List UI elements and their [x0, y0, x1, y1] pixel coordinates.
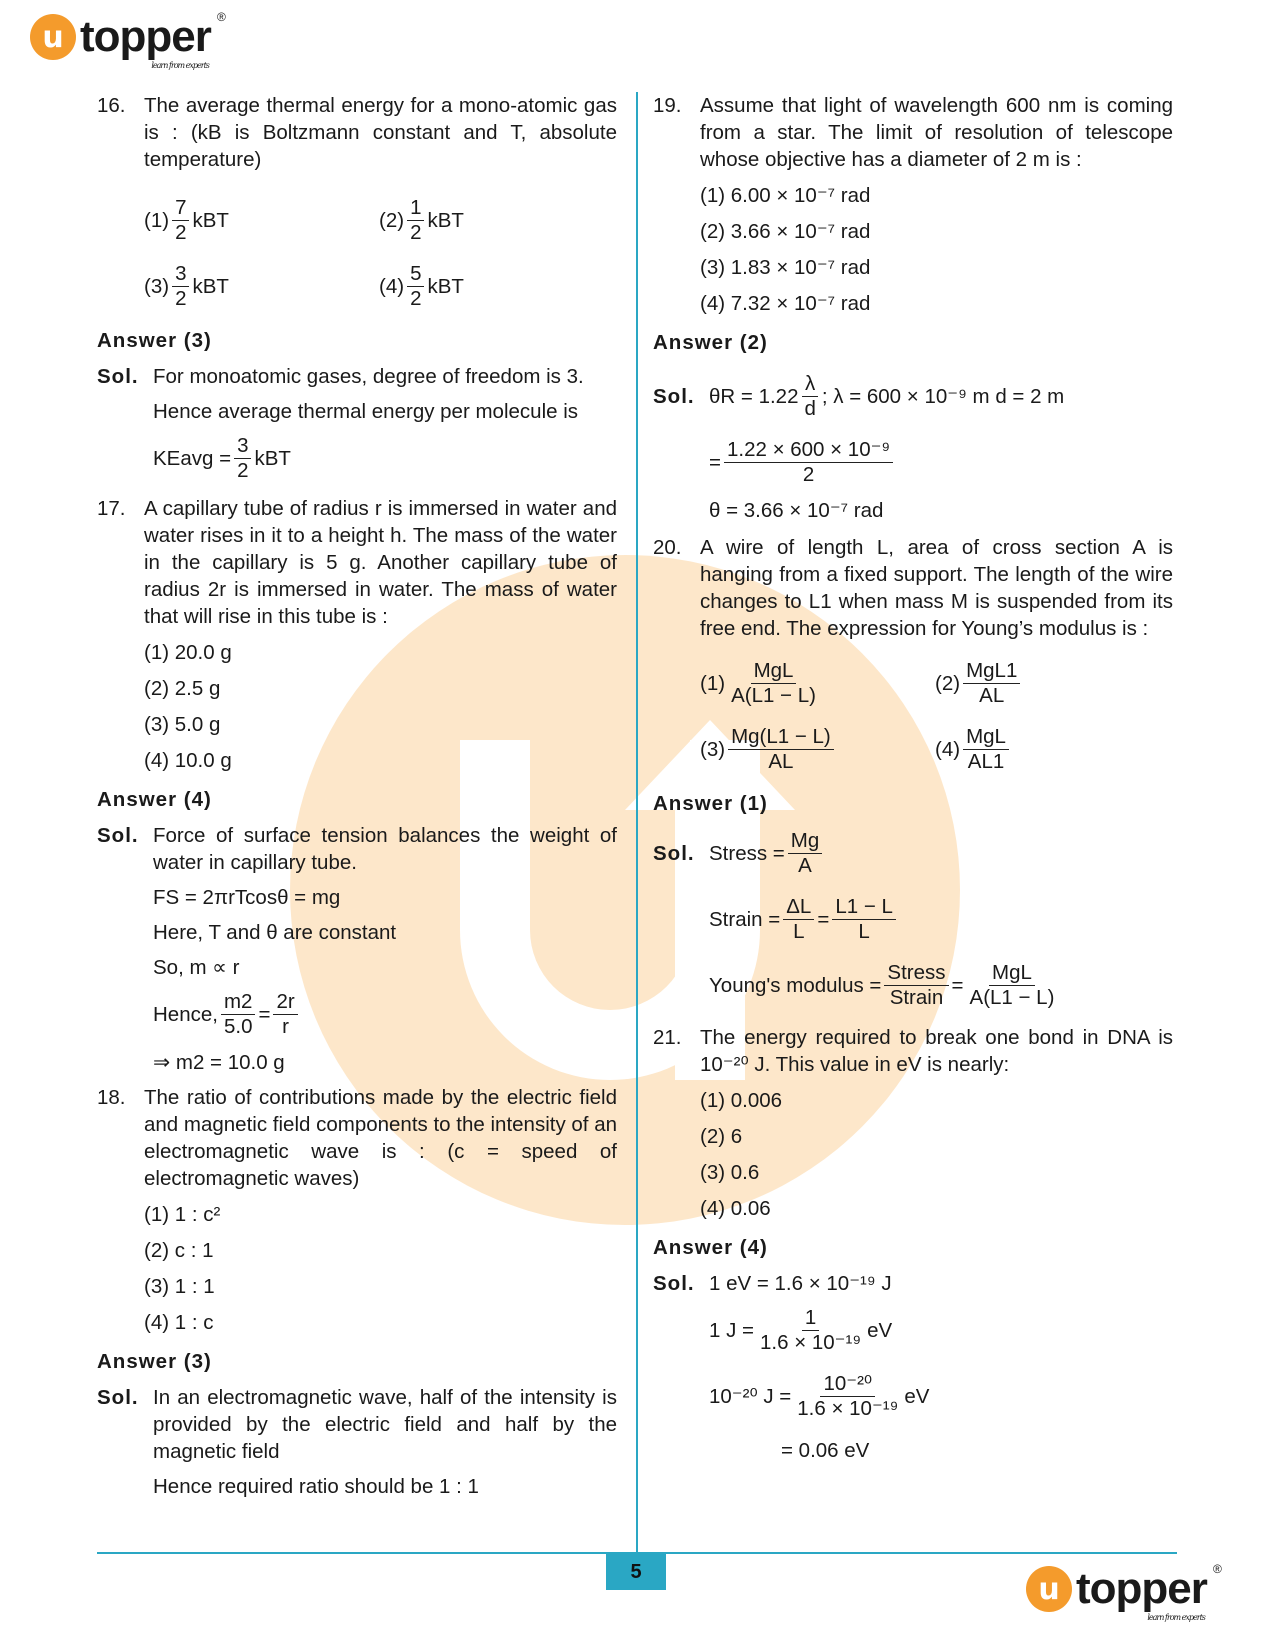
solution-label: Sol. [653, 1272, 695, 1295]
option-1: (1) $\frac{7}{2}$ kBT [144, 195, 229, 244]
question-text: A wire of length L, area of cross section A is hanging from a fixed support. The length of the wire changes to L1 when mass M is suspended from its free end. The expression for Young’s modulus is : [700, 536, 1173, 640]
solution-line: Hence required ratio should be 1 : 1 [153, 1475, 479, 1498]
brand-logo-top [30, 10, 225, 70]
answer: Answer (2) [653, 331, 768, 354]
solution-line: Hence average thermal energy per molecule is [153, 400, 579, 423]
question-21: 21. The energy required to break one bond in DNA is 10⁻²⁰ J. This value in eV is nearly: (1) 0.006 (2) 6 (3) 0.6 (4) 0.06 Answer (4) Sol. 1 eV = 1.6 × 10⁻¹⁹ J 1 J = $\frac{1}{\text{1.6 × 10⁻¹⁹}}$ eV 10⁻²⁰ J = $\frac{\text{10⁻²⁰}}{\text{1.6 × 10⁻¹⁹}}$ eV = 0.06 eV [653, 1026, 1173, 1462]
answer: Answer (3) [97, 329, 212, 352]
answer: Answer (1) [653, 792, 768, 815]
question-18 [97, 1084, 617, 1500]
solution-label: Sol. [97, 365, 139, 388]
solution-line: 1 eV = 1.6 × 10⁻¹⁹ J [709, 1272, 892, 1295]
option-3: (3) 1.83 × 10⁻⁷ rad [700, 255, 871, 279]
answer: Answer (4) [653, 1236, 768, 1259]
question-19: 19. Assume that light of wavelength 600 nm is coming from a star. The limit of resolution of telescope whose objective has a diameter of 2 m is : (1) 6.00 × 10⁻⁷ rad (2) 3.66 × 10⁻⁷ rad (3) 1.83 × 10⁻⁷ rad (4) 7.32 × 10⁻⁷ rad Answer (2) Sol. θR = 1.22 $\frac{\lambda}{d}$ ; λ = 600 × 10⁻⁹ m d = 2 m = $\frac{\text{1.22 × 600 × 10⁻⁹}}{2}$ θ = 3.66 × 10⁻⁷ rad [653, 94, 1173, 522]
solution-line: θ = 3.66 × 10⁻⁷ rad [709, 499, 884, 522]
option-2: (2) $\frac{\text{MgL1}}{AL}$ [935, 659, 1170, 708]
question-16: 16. The average thermal energy for a mono-atomic gas is : (kB is Boltzmann constant and T, absolute temperature) (1) $\frac{7}{2}$ kBT (2) $\frac{1}{2}$ kBT (3) $\frac{3}{2}$ kBT (4) $\frac{5}{2}$ kBT Answer (3) Sol. For monoatomic gases, degree of freedom is 3. Hence average thermal energy per molecule is KEavg = $\frac{3}{2}$ kBT [97, 94, 617, 482]
solution-line: So, m ∝ r [153, 956, 240, 979]
option-1: (1) 1 : c² [144, 1202, 221, 1226]
option-3: (3) $\frac{Mg(L1 - L)}{AL}$ [700, 725, 935, 774]
option-1: (1) 20.0 g [144, 640, 232, 664]
left-column [97, 92, 617, 1500]
question-text: The ratio of contributions made by the electric field and magnetic field components to the intensity of an electromagnetic wave is : (c = speed of electromagnetic waves) [144, 1086, 617, 1190]
solution-label: Sol. [653, 384, 695, 408]
question-20: 20. A wire of length L, area of cross section A is hanging from a fixed support. The length of the wire changes to L1 when mass M is suspended from its free end. The expression for Young’s modulus is : (1) $\frac{\text{MgL}}{A(L1 - L)}$ (2) $\frac{\text{MgL1}}{AL}$ (3) $\frac{Mg(L1 - L)}{AL}$ (4) $\frac{\text{MgL}}{AL1}$ Answer (1) Sol. Stress = $\frac{Mg}{A}$ Strain = $\frac{\Delta L}{L}$ = $\frac{L1 - L}{L}$ Young's modulus = $\frac{\text{Stress}}{\text{Strain}}$ = $\frac{\text{MgL}}{A(L1 - L)}$ [653, 536, 1173, 1009]
option-4: (4) $\frac{\text{MgL}}{AL1}$ [935, 725, 1170, 774]
right-column [653, 92, 1173, 1464]
solution-line: = 0.06 eV [781, 1439, 870, 1462]
logo-u-icon: u [30, 14, 76, 60]
answer: Answer (4) [97, 788, 212, 811]
option-4: (4) 10.0 g [144, 748, 232, 772]
solution-line: FS = 2πrTcosθ = mg [153, 886, 341, 909]
solution-label: Sol. [97, 824, 139, 847]
question-number: 20. [653, 536, 682, 559]
option-4: (4) $\frac{5}{2}$ kBT [379, 261, 464, 310]
solution-line: In an electromagnetic wave, half of the intensity is provided by the electric field and half by the magnetic field [153, 1386, 617, 1463]
option-3: (3) $\frac{3}{2}$ kBT [144, 261, 229, 310]
option-4: (4) 1 : c [144, 1310, 214, 1334]
question-text: The energy required to break one bond in DNA is 10⁻²⁰ J. This value in eV is nearly: [700, 1026, 1173, 1076]
question-text: A capillary tube of radius r is immersed in water and water rises in it to a height h. The mass of the water in the capillary is 5 g. Another capillary tube of radius 2r is immersed in water. The mass of water that will rise in this tube is : [144, 497, 617, 628]
brand-logo-bottom [1026, 1562, 1221, 1622]
column-divider [636, 92, 638, 1552]
option-2: (2) 2.5 g [144, 676, 221, 700]
question-text: The average thermal energy for a mono-atomic gas is : (kB is Boltzmann constant and T, absolute temperature) [144, 94, 617, 171]
logo-wordmark: topper ® learn from experts [1076, 1562, 1221, 1622]
option-3: (3) 5.0 g [144, 712, 221, 736]
option-2: (2) 6 [700, 1124, 743, 1148]
option-2: (2) $\frac{1}{2}$ kBT [379, 195, 464, 244]
solution-line: Force of surface tension balances the weight of water in capillary tube. [153, 824, 617, 874]
logo-wordmark: topper ® learn from experts [80, 10, 225, 70]
option-1: (1) $\frac{\text{MgL}}{A(L1 - L)}$ [700, 658, 816, 707]
solution-line: ⇒ m2 = 10.0 g [153, 1051, 285, 1074]
page-number: 5 [606, 1554, 666, 1590]
question-number: 18. [97, 1086, 126, 1109]
solution-line: For monoatomic gases, degree of freedom is 3. [153, 365, 584, 388]
logo-u-icon: u [1026, 1566, 1072, 1612]
question-number: 17. [97, 497, 126, 520]
option-4: (4) 7.32 × 10⁻⁷ rad [700, 291, 871, 315]
question-17: 17. A capillary tube of radius r is immersed in water and water rises in it to a height h. The mass of the water in the capillary is 5 g. Another capillary tube of radius 2r is immersed in water. The mass of water that will rise in this tube is : (1) 20.0 g (2) 2.5 g (3) 5.0 g (4) 10.0 g Answer (4) Sol. Force of surface tension balances the weight of water in capillary tube. FS = 2πrTcosθ = mg Here, T and θ are constant So, m ∝ r Hence, $\frac{m2}{5.0}$ = $\frac{2r}{r}$ ⇒ m2 = 10.0 g [97, 497, 617, 1074]
answer: Answer (3) [97, 1350, 212, 1373]
solution-line: Here, T and θ are constant [153, 921, 397, 944]
option-3: (3) 1 : 1 [144, 1274, 215, 1298]
option-2: (2) c : 1 [144, 1238, 214, 1262]
question-text: Assume that light of wavelength 600 nm is coming from a star. The limit of resolution of telescope whose objective has a diameter of 2 m is : [700, 94, 1173, 171]
question-number: 21. [653, 1026, 682, 1049]
question-number: 16. [97, 94, 126, 117]
ke-avg-label: KEavg = [153, 446, 232, 470]
solution-label: Sol. [97, 1386, 139, 1409]
question-number: 19. [653, 94, 682, 117]
option-1: (1) 6.00 × 10⁻⁷ rad [700, 183, 871, 207]
option-4: (4) 0.06 [700, 1196, 771, 1220]
option-2: (2) 3.66 × 10⁻⁷ rad [700, 219, 871, 243]
solution-label: Sol. [653, 841, 695, 865]
option-1: (1) 0.006 [700, 1088, 783, 1112]
option-3: (3) 0.6 [700, 1160, 760, 1184]
